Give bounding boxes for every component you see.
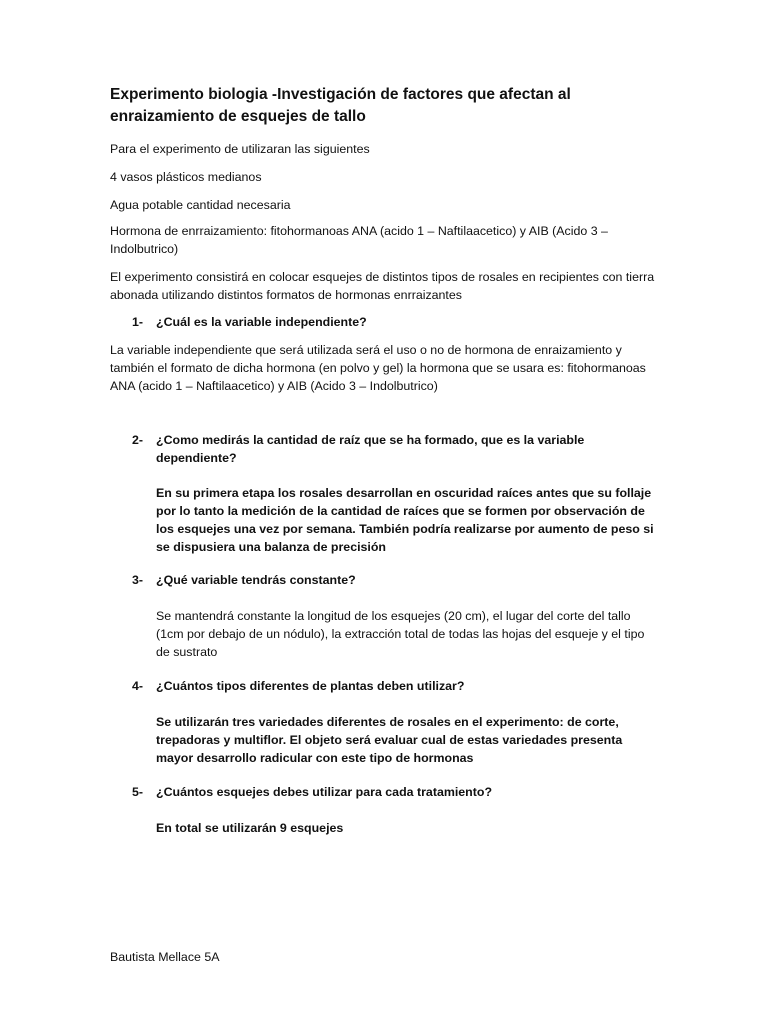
question-text: ¿Cuántos tipos diferentes de plantas deben utilizar? [156,679,465,693]
answer-4: Se utilizarán tres variedades diferentes de rosales en el experimento: de corte, trepadoras y multiflor. El objeto será evaluar cual de estas variedades presenta mayor desarrollo radicular con este tipo de hormonas [156,715,623,765]
question-number: 1- [132,315,144,329]
question-number: 3- [132,573,144,587]
question-4 [132,677,652,695]
material-item: Agua potable cantidad necesaria [110,198,291,212]
material-item: 4 vasos plásticos medianos [110,170,262,184]
question-3 [132,571,652,589]
answer-1: La variable independiente que será utilizada será el uso o no de hormona de enraizamiento y también el formato de dicha hormona (en polvo y gel) la hormona que se usara es: fitohormanoas ANA (acido 1 – Naftilaacetico) y AIB (Acido 3 – Indolbutrico) [110,343,646,393]
question-text: ¿Como medirás la cantidad de raíz que se ha formado, que es la variable dependiente? [156,433,585,465]
question-5 [132,783,652,801]
question-number: 5- [132,785,144,799]
question-number: 2- [132,433,144,447]
question-text: ¿Cuántos esquejes debes utilizar para cada tratamiento? [156,785,493,799]
answer-2: En su primera etapa los rosales desarrollan en oscuridad raíces antes que su follaje por lo tanto la medición de la cantidad de raíces que se formen por observación de los esquejes una vez por semana. También podría realizarse por aumento de peso si se dispusiera una balanza de precisión [156,486,654,554]
question-2 [132,431,602,467]
experiment-description: El experimento consistirá en colocar esquejes de distintos tipos de rosales en recipientes con tierra abonada utilizando distintos formatos de hormonas enrraizantes [110,270,655,302]
question-text: ¿Qué variable tendrás constante? [156,573,356,587]
intro-text: Para el experimento de utilizaran las siguientes [110,142,370,156]
question-number: 4- [132,679,144,693]
answer-5: En total se utilizarán 9 esquejes [156,821,344,835]
question-text: ¿Cuál es la variable independiente? [156,315,367,329]
answer-3: Se mantendrá constante la longitud de los esquejes (20 cm), el lugar del corte del tallo (1cm por debajo de un nódulo), la extracción total de todas las hojas del esqueje y el tipo de sustrato [156,609,645,659]
author-footer: Bautista Mellace 5A [110,950,220,964]
question-1 [132,313,652,331]
document-title: Experimento biologia -Investigación de factores que afectan al enraizamiento de esquejes de tallo [110,86,571,125]
material-item: Hormona de enrraizamiento: fitohormanoas ANA (acido 1 – Naftilaacetico) y AIB (Acido 3 – Indolbutrico) [110,224,608,256]
